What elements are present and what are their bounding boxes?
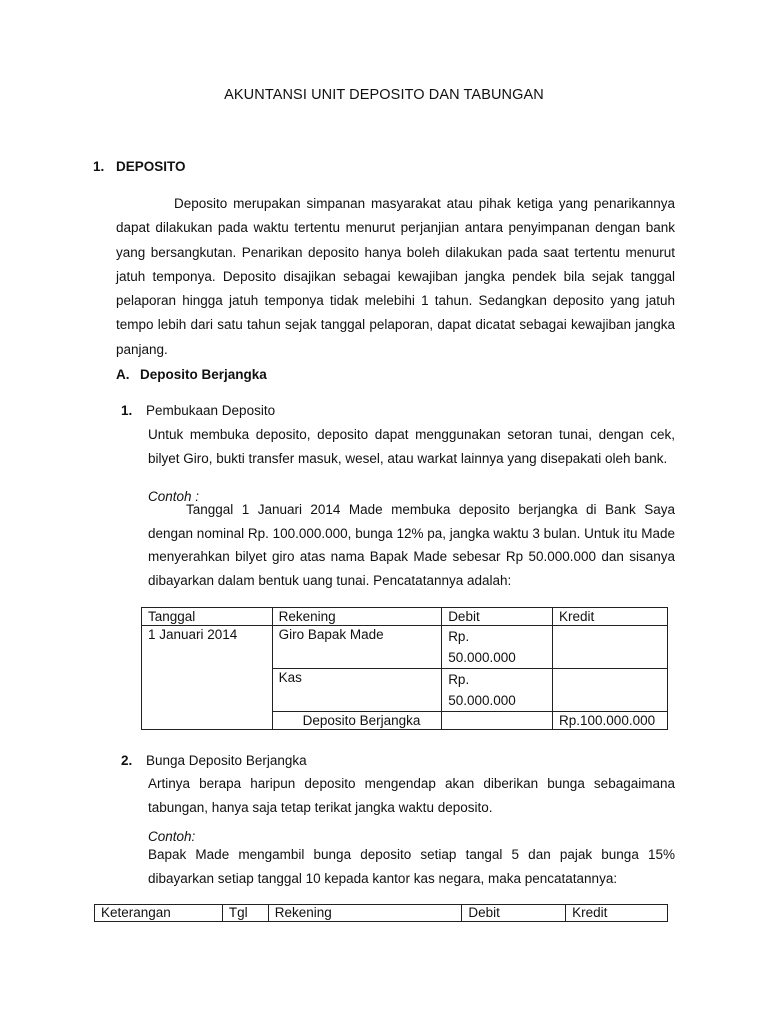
contoh-label: Contoh : (148, 489, 200, 504)
bunga-example: Bapak Made mengambil bunga deposito setiap tangal 5 dan pajak bunga 15% dibayarkan setiap tanggal 10 kepada kantor kas negara, maka pencatatannya: (148, 847, 675, 886)
table-header-row (95, 905, 668, 922)
subsection-heading-deposito-berjangka (116, 367, 267, 382)
pembukaan-text: Untuk membuka deposito, deposito dapat menggunakan setoran tunai, dengan cek, bilyet Giro, bukti transfer masuk, wesel, atau warkat lainnya yang disepakati oleh bank. (148, 427, 675, 466)
header-rekening: Rekening (268, 905, 462, 922)
header-tanggal: Tanggal (142, 608, 273, 626)
cell-debit (442, 669, 553, 712)
cell-rekening: Kas (272, 669, 442, 712)
item-number: 2. (121, 753, 133, 768)
table-header-row (142, 608, 668, 626)
pembukaan-example (148, 498, 675, 592)
document-title: AKUNTANSI UNIT DEPOSITO DAN TABUNGAN (224, 87, 544, 103)
subsection-letter: A. (116, 367, 130, 382)
contoh-label: Contoh: (148, 829, 196, 844)
section-heading-deposito (93, 159, 186, 174)
item-heading-pembukaan (121, 403, 275, 418)
pembukaan-example-text: Tanggal 1 Januari 2014 Made membuka deposito berjangka di Bank Saya dengan nominal Rp. 100.000.000, bunga 12% pa, jangka waktu 3 bulan. Untuk itu Made menyerahkan bilyet giro atas nama Bapak Made sebesar Rp 50.000.000 dan sisanya dibayarkan dalam bentuk uang tunai. Pencatatannya adalah: (148, 502, 675, 588)
cell-debit (442, 712, 553, 730)
cell-tanggal: 1 Januari 2014 (142, 626, 273, 730)
debit-currency: Rp. (448, 672, 470, 687)
deposito-paragraph (116, 192, 675, 362)
bunga-text: Artinya berapa haripun deposito mengendap akan diberikan bunga sebagaimana tabungan, hanya saja tetap terikat jangka waktu deposito. (148, 776, 675, 815)
header-debit: Debit (442, 608, 553, 626)
journal-table-pembukaan (141, 607, 668, 730)
debit-amount: 50.000.000 (448, 693, 516, 708)
cell-rekening: Giro Bapak Made (272, 626, 442, 669)
cell-debit (442, 626, 553, 669)
item-title: Pembukaan Deposito (146, 403, 276, 418)
debit-amount: 50.000.000 (448, 650, 516, 665)
journal-table-bunga (94, 904, 668, 922)
subsection-title: Deposito Berjangka (140, 367, 267, 382)
section-number: 1. (93, 159, 105, 174)
item-number: 1. (121, 403, 133, 418)
header-rekening: Rekening (272, 608, 442, 626)
section-title: DEPOSITO (116, 159, 186, 174)
table-row (142, 626, 668, 669)
item-heading-bunga (121, 753, 307, 768)
cell-kredit: Rp.100.000.000 (553, 712, 668, 730)
header-tgl: Tgl (222, 905, 268, 922)
header-kredit: Kredit (566, 905, 668, 922)
header-keterangan: Keterangan (95, 905, 223, 922)
header-kredit: Kredit (553, 608, 668, 626)
cell-rekening: Deposito Berjangka (272, 712, 442, 730)
header-debit: Debit (462, 905, 566, 922)
item-title: Bunga Deposito Berjangka (146, 753, 307, 768)
debit-currency: Rp. (448, 629, 470, 644)
deposito-paragraph-text: Deposito merupakan simpanan masyarakat atau pihak ketiga yang penarikannya dapat dilakukan pada waktu tertentu menurut perjanjian antara penyimpanan dengan bank yang bersangkutan. Penarikan deposito hanya boleh dilakukan pada saat tertentu menurut jatuh temponya. Deposito disajikan sebagai kewajiban jangka pendek bila sejak tanggal pelaporan hingga jatuh temponya tidak melebihi 1 tahun. Sedangkan deposito yang jatuh tempo lebih dari satu tahun sejak tanggal pelaporan, dapat dicatat sebagai kewajiban jangka panjang. (116, 196, 675, 357)
cell-kredit (553, 626, 668, 669)
cell-kredit (553, 669, 668, 712)
